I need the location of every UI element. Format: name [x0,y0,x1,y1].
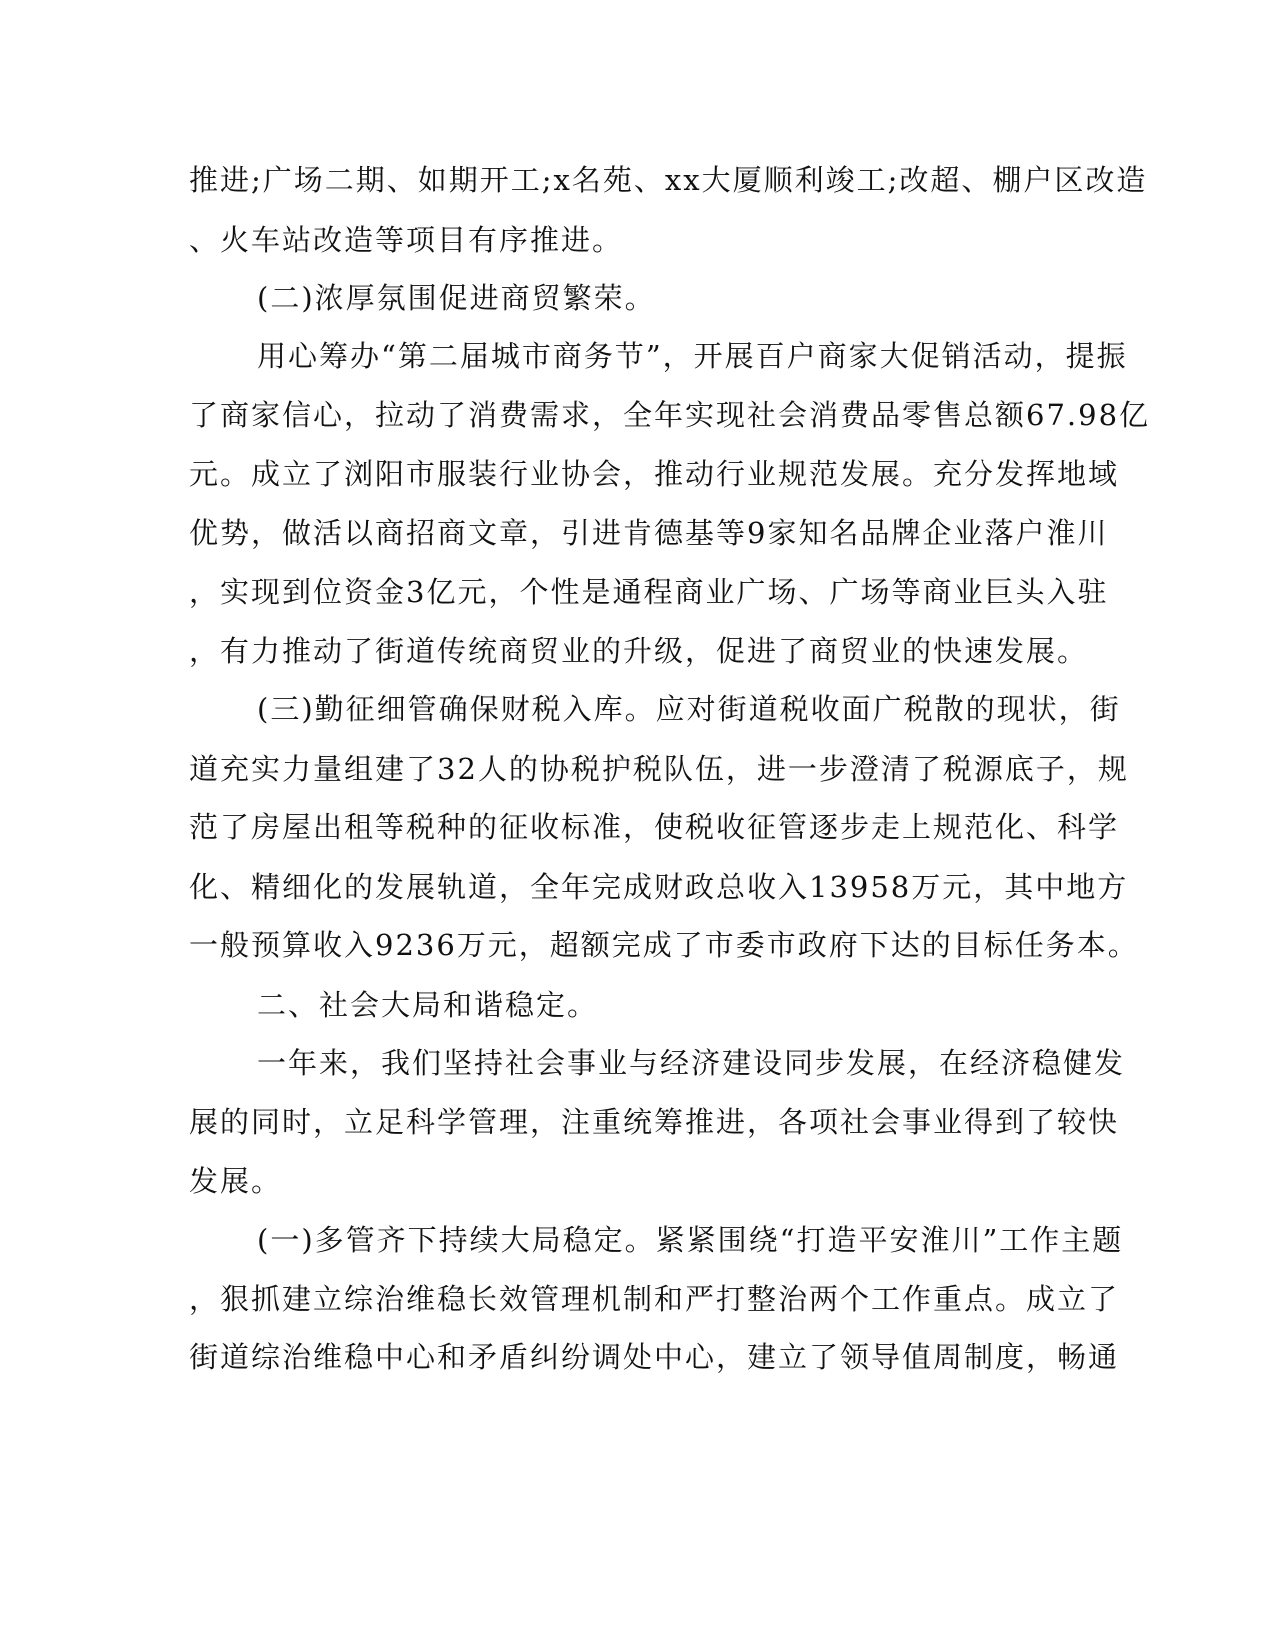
text-line: 、火车站改造等项目有序推进。 [189,223,624,257]
text-line: 化、精细化的发展轨道，全年完成财政总收入13958万元，其中地方 [189,870,1129,904]
text-line: 用心筹办“第二届城市商务节”，开展百户商家大促销活动，提振 [257,339,1128,373]
text-line: 元。成立了浏阳市服装行业协会，推动行业规范发展。充分发挥地域 [189,457,1120,491]
text-line: 发展。 [189,1164,283,1198]
text-line: ，狠抓建立综治维稳长效管理机制和严打整治两个工作重点。成立了 [189,1282,1120,1316]
text-line: ，有力推动了街道传统商贸业的升级，促进了商贸业的快速发展。 [189,634,1089,668]
section-heading: (二)浓厚氛围促进商贸繁荣。 [257,281,656,315]
text-line: (三)勤征细管确保财税入库。应对街道税收面广税散的现状，街 [257,692,1121,726]
section-heading: 二、社会大局和谐稳定。 [257,988,599,1022]
text-line: 推进;广场二期、如期开工;x名苑、xx大厦顺利竣工;改超、棚户区改造 [189,163,1148,197]
text-line: 范了房屋出租等税种的征收标准，使税收征管逐步走上规范化、科学 [189,810,1120,844]
text-line: 优势，做活以商招商文章，引进肯德基等9家知名品牌企业落户淮川 [189,516,1109,550]
text-line: 一年来，我们坚持社会事业与经济建设同步发展，在经济稳健发 [257,1046,1126,1080]
text-line: 一般预算收入9236万元，超额完成了市委市政府下达的目标任务本。 [189,928,1139,962]
text-line: 展的同时，立足科学管理，注重统筹推进，各项社会事业得到了较快 [189,1105,1120,1139]
text-line: ，实现到位资金3亿元，个性是通程商业广场、广场等商业巨头入驻 [189,575,1109,609]
text-line: (一)多管齐下持续大局稳定。紧紧围绕“打造平安淮川”工作主题 [257,1223,1124,1257]
text-line: 道充实力量组建了32人的协税护税队伍，进一步澄清了税源底子，规 [189,752,1129,786]
text-line: 了商家信心，拉动了消费需求，全年实现社会消费品零售总额67.98亿 [189,398,1151,432]
text-line: 街道综治维稳中心和矛盾纠纷调处中心，建立了领导值周制度，畅通 [189,1340,1120,1374]
